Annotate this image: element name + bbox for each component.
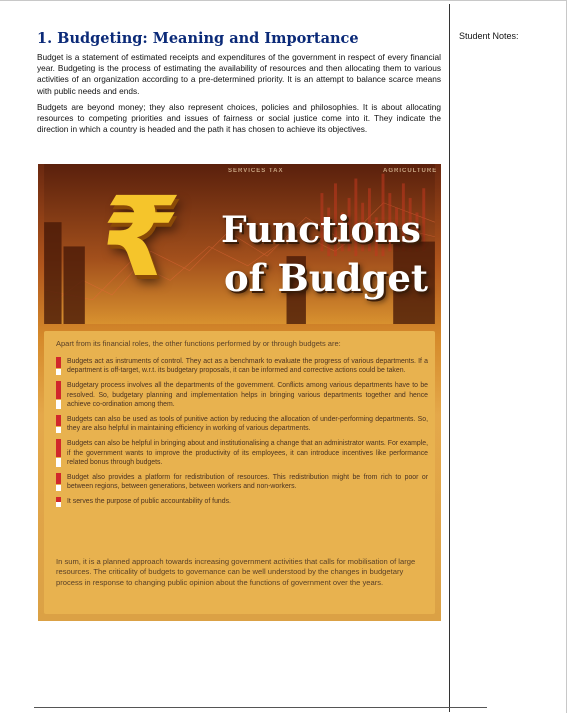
functions-list [56, 357, 428, 513]
functions-summary: In sum, it is a planned approach towards increasing government activities that calls for mobilisation of large resources. The criticality of budgets to governance can be well understood by the changes in budgetary process in response to changing public opinion about the functions of government over the years. [56, 557, 416, 587]
list-item [56, 381, 428, 409]
main-column [37, 30, 441, 140]
paragraph-beyond-money: Budgets are beyond money; they also represent choices, policies and philosophies. It is about allocating resources to competing priorities and issues of fairness or social justice come into it. They indicate the direction in which a country is headed and the path it has chosen to achieve its objectives. [37, 101, 441, 135]
services-tax-text: SERVICES TAX [228, 168, 284, 174]
list-item [56, 473, 428, 491]
list-item [56, 497, 428, 506]
rupee-symbol-icon: ₹ [91, 173, 186, 301]
red-white-bullet-icon [56, 497, 61, 506]
list-item-text: Budgets act as instruments of control. They act as a benchmark to evaluate the progress of various departments. If a department is off-target, w.r.t. its budgetary proposals, it can be informed and corrective actions could be taken. [67, 358, 428, 375]
notes-column-divider [449, 4, 450, 712]
student-notes-label: Student Notes: [459, 31, 519, 41]
list-item-text: Budgetary process involves all the departments of the government. Conflicts among various departments have to be resolved. So, budgetary planning and implementation helps in bringing various departments together and hence achieve co-ordination among them. [67, 382, 428, 408]
list-item-text: Budgets can also be used as tools of punitive action by reducing the allocation of under-performing departments. So, they are also helpful in maintaining efficiency in working of various departments. [67, 416, 428, 433]
list-item-text: Budget also provides a platform for redistribution of resources. This redistribution might be from rich to poor or between regions, between generations, between workers and non-workers. [67, 474, 428, 491]
section-title: 1. Budgeting: Meaning and Importance [37, 30, 359, 47]
functions-panel [44, 331, 435, 614]
red-white-bullet-icon [56, 473, 61, 491]
red-white-bullet-icon [56, 415, 61, 433]
red-white-bullet-icon [56, 357, 61, 375]
red-white-bullet-icon [56, 381, 61, 409]
functions-intro: Apart from its financial roles, the other functions performed by or through budgets are: [56, 339, 341, 348]
list-item-text: Budgets can also be helpful in bringing about and institutionalising a change that an administrator wants. For example, if the government wants to improve the productivity of its employees, it can introduce incentives like performance related bonus through budgets. [67, 440, 428, 466]
paragraph-meaning: Budget is a statement of estimated receipts and expenditures of the government in respect of every financial year. Budgeting is the process of estimating the availability of resources and then allocating them to various activities of an organization according to a pre-determined priority. It is an attempt to balance scarce means with public needs and ends. [37, 52, 441, 96]
poster-heading-line2: of Budget [224, 256, 429, 300]
list-item [56, 439, 428, 467]
red-white-bullet-icon [56, 439, 61, 467]
functions-of-budget-infographic [38, 164, 441, 621]
list-item [56, 357, 428, 375]
agriculture-text: AGRICULTURE [383, 168, 438, 174]
poster-heading-line1: Functions [221, 209, 421, 251]
footer-rule [34, 707, 487, 708]
page-top-edge [0, 0, 567, 1]
list-item-text: It serves the purpose of public accountability of funds. [67, 498, 231, 506]
list-item [56, 415, 428, 433]
